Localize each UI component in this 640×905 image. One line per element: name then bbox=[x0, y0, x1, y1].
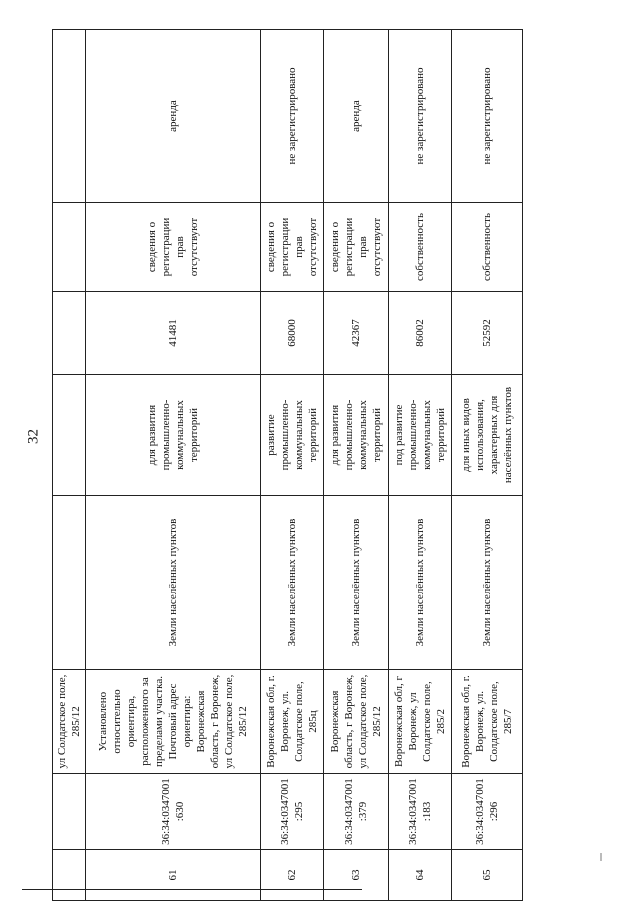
cell-num bbox=[53, 850, 86, 901]
cell-area bbox=[53, 292, 86, 375]
cell-address: Воронежская обл, г. Воронеж, ул. Солдатское поле, 285/7 bbox=[452, 670, 523, 774]
cell-category bbox=[53, 496, 86, 670]
cell-num: 63 bbox=[324, 850, 389, 901]
cell-use: для иных видов использования, характерных для населённых пунктов bbox=[452, 375, 523, 496]
cell-num: 61 bbox=[86, 850, 261, 901]
cell-num: 64 bbox=[389, 850, 452, 901]
table-row bbox=[452, 30, 523, 901]
cell-rights: собственность bbox=[452, 203, 523, 292]
cell-category: Земли населённых пунктов bbox=[452, 496, 523, 670]
cell-use bbox=[53, 375, 86, 496]
cell-rights: собственность bbox=[389, 203, 452, 292]
cell-address: Воронежская обл, г. Воронеж, ул. Солдатское поле, 285ц bbox=[261, 670, 324, 774]
cell-area: 52592 bbox=[452, 292, 523, 375]
cell-encumbrance: аренда bbox=[86, 30, 261, 203]
cell-encumbrance: не зарегистрировано bbox=[389, 30, 452, 203]
cell-num: 65 bbox=[452, 850, 523, 901]
footer-divider bbox=[22, 889, 362, 890]
cell-cadastral: 36:34:0347001:296 bbox=[452, 774, 523, 850]
cell-cadastral: 36:34:0347001:295 bbox=[261, 774, 324, 850]
cell-use: развитие промышленно-коммунальных территорий bbox=[261, 375, 324, 496]
table-row bbox=[86, 30, 261, 901]
cell-category: Земли населённых пунктов bbox=[389, 496, 452, 670]
cell-rights: сведения о регистрации прав отсутствуют bbox=[86, 203, 261, 292]
cell-cadastral bbox=[53, 774, 86, 850]
cell-num: 62 bbox=[261, 850, 324, 901]
land-registry-table bbox=[52, 29, 523, 901]
table-row bbox=[324, 30, 389, 901]
scan-mark bbox=[600, 853, 602, 861]
page-number: 32 bbox=[25, 429, 42, 444]
cell-use: для развития промышленно-коммунальных территорий bbox=[86, 375, 261, 496]
cell-use: под развитие промышленно-коммунальных территорий bbox=[389, 375, 452, 496]
cell-encumbrance: аренда bbox=[324, 30, 389, 203]
cell-category: Земли населённых пунктов bbox=[86, 496, 261, 670]
cell-rights bbox=[53, 203, 86, 292]
cell-cadastral: 36:34:0347001:183 bbox=[389, 774, 452, 850]
cell-cadastral: 36:34:0347001:630 bbox=[86, 774, 261, 850]
cell-rights: сведения о регистрации прав отсутствуют bbox=[261, 203, 324, 292]
cell-use: для развития промышленно-коммунальных территорий bbox=[324, 375, 389, 496]
cell-area: 68000 bbox=[261, 292, 324, 375]
cell-encumbrance bbox=[53, 30, 86, 203]
cell-area: 41481 bbox=[86, 292, 261, 375]
cell-address: Воронежская обл, г Воронеж, ул Солдатское поле, 285/2 bbox=[389, 670, 452, 774]
cell-category: Земли населённых пунктов bbox=[261, 496, 324, 670]
cell-encumbrance: не зарегистрировано bbox=[452, 30, 523, 203]
table-row bbox=[261, 30, 324, 901]
cell-cadastral: 36:34:0347001:379 bbox=[324, 774, 389, 850]
table-row bbox=[389, 30, 452, 901]
cell-area: 86002 bbox=[389, 292, 452, 375]
cell-rights: сведения о регистрации прав отсутствуют bbox=[324, 203, 389, 292]
cell-encumbrance: не зарегистрировано bbox=[261, 30, 324, 203]
table-row-continued bbox=[53, 30, 86, 901]
cell-address: Воронежская область, г Воронеж, ул Солдатское поле, 285/12 bbox=[324, 670, 389, 774]
cell-address: ул Солдатское поле, 285/12 bbox=[53, 670, 86, 774]
cell-area: 42367 bbox=[324, 292, 389, 375]
cell-address: Установлено относительно ориентира, расположенного за пределами участка. Почтовый адрес ориентира: Воронежская область, г Воронеж, ул Солдатское поле, 285/12 bbox=[86, 670, 261, 774]
rotated-page bbox=[52, 0, 522, 904]
cell-category: Земли населённых пунктов bbox=[324, 496, 389, 670]
